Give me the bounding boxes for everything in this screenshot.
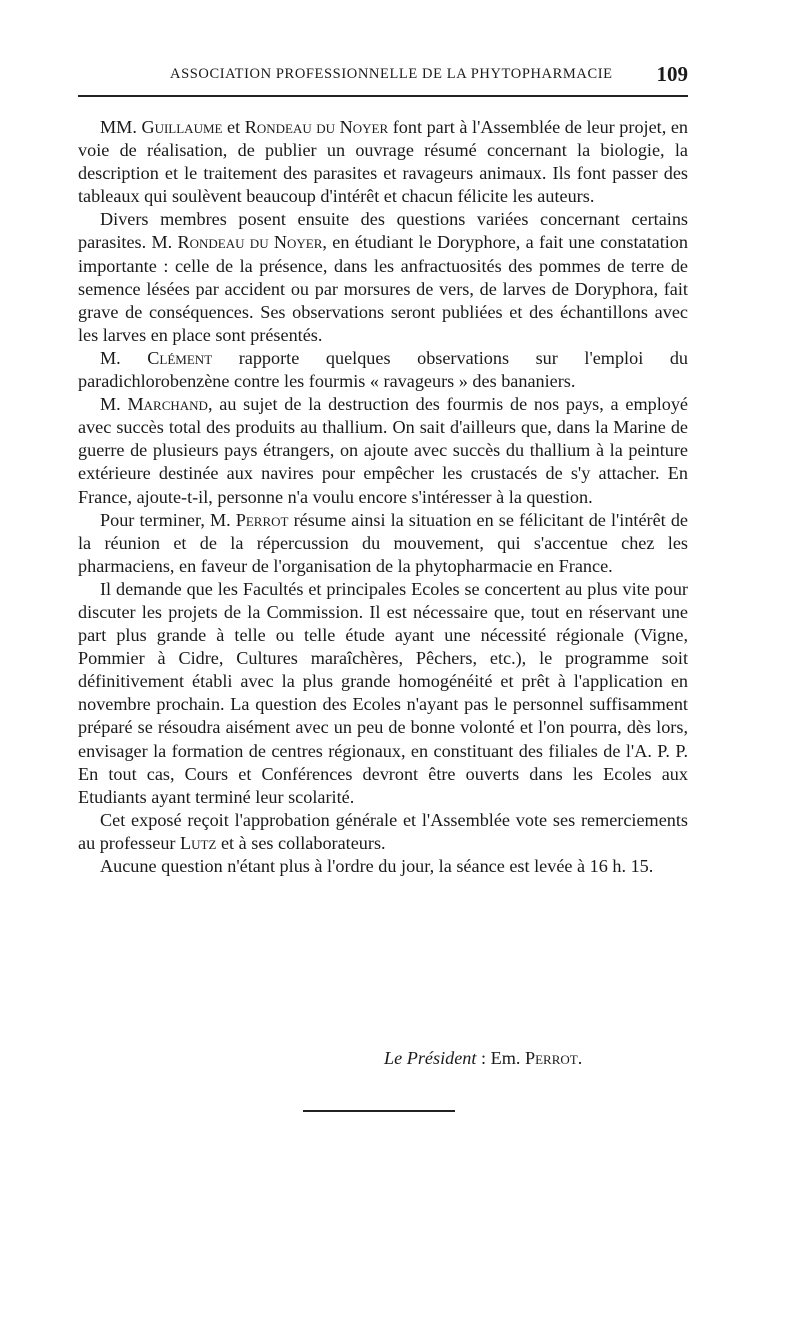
running-header [78, 62, 688, 90]
person-name: Perrot [235, 509, 289, 530]
signature-name-prefix: Em. [490, 1048, 525, 1068]
signature-suffix: . [577, 1048, 583, 1068]
header-title: ASSOCIATION PROFESSIONNELLE DE LA PHYTOPHARMACIE [170, 66, 613, 82]
paragraph-3 [78, 347, 688, 393]
closing-rule [303, 1110, 455, 1112]
text-run: Divers membres posent ensuite des questions variées concernant certains parasites. M. [78, 209, 688, 253]
text-run: et à ses collaborateurs. [216, 832, 386, 853]
text-run: Il demande que les Facultés et principales Ecoles se concertent au plus vite pour discuter les projets de la Commission. Il est nécessaire que, tout en réservant une part plus grande à telle ou telle étude ayant une nécessité régionale (Vigne, Pommier à Cidre, Cultures maraîchères, Pêchers, etc.), le programme soit définitivement établi avec la plus grande homogénéité et prêt à l'application en novembre prochain. La question des Ecoles n'ayant pas le personnel suffisamment préparé se résoudra aisément avec un peu de bonne volonté et l'on pourra, dès lors, envisager la formation de centres régionaux, en constituant des filiales de l'A. P. P. En tout cas, Cours et Conférences devront être ouverts dans les Ecoles aux Etudiants ayant terminé leur scolarité. [78, 578, 688, 807]
text-run: résume ainsi la situation en se félicitant de l'intérêt de la réunion et de la répercussion du mouvement, qui s'accentue chez les pharmaciens, en faveur de l'organisation de la phytopharmacie en France. [78, 509, 688, 576]
paragraph-8 [78, 855, 688, 878]
text-run: , en étudiant le Doryphore, a fait une constatation importante : celle de la présence, dans les anfractuosités des pommes de terre de semence lésées par accident ou par morsures de vers, de larves de Doryphora, fait grave de conséquences. Ses observations seront publiées et des échantillons avec les larves en place sont présentés. [78, 232, 688, 345]
person-name: Clément [147, 347, 213, 368]
paragraph-1 [78, 116, 688, 208]
text-run: , au sujet de la destruction des fourmis de nos pays, a employé avec succès total des produits au thallium. On sait d'ailleurs que, dans la Marine de guerre de plusieurs pays étrangers, on ajoute avec succès du thallium à la peinture extérieure destinée aux navires pour empêcher les crustacés de s'y attacher. En France, ajoute-t-il, personne n'a voulu encore s'intéresser à la question. [78, 394, 689, 507]
signature-separator: : [476, 1048, 491, 1068]
body-text [78, 116, 688, 878]
text-run: rapporte quelques observations sur l'emploi du paradichlorobenzène contre les fourmis « ravageurs » des bananiers. [78, 347, 689, 392]
text-run: et [222, 117, 245, 137]
text-run: Aucune question n'étant plus à l'ordre du jour, la séance est levée à 16 h. 15. [100, 856, 654, 876]
page-number: 109 [656, 62, 688, 86]
signature-name: Perrot [524, 1048, 578, 1068]
header-rule [78, 95, 688, 97]
paragraph-6 [78, 578, 688, 809]
paragraph-2 [78, 208, 688, 347]
text-run: M. [100, 394, 128, 415]
person-name: Rondeau du Noyer [244, 117, 389, 137]
text-run: Pour terminer, M. [100, 509, 236, 530]
text-run: Cet exposé reçoit l'approbation générale et l'Assemblée vote ses remerciements au professeur [78, 809, 688, 853]
person-name: Rondeau du Noyer [177, 232, 323, 253]
text-run: MM. [100, 117, 142, 137]
paragraph-4 [78, 393, 688, 508]
paragraph-5 [78, 509, 688, 578]
person-name: Marchand [127, 394, 208, 415]
person-name: Lutz [180, 832, 217, 853]
text-run: M. [100, 347, 148, 368]
signature-role: Le Président [384, 1048, 477, 1068]
paragraph-7 [78, 809, 688, 855]
signature-line [384, 1048, 582, 1069]
text-run: font part à l'Assemblée de leur projet, en voie de réalisation, de publier un ouvrage résumé concernant la biologie, la description et le traitement des parasites et ravageurs animaux. Ils font passer des tableaux qui soulèvent beaucoup d'intérêt et chacun félicite les auteurs. [78, 117, 688, 207]
person-name: Guillaume [141, 117, 223, 137]
